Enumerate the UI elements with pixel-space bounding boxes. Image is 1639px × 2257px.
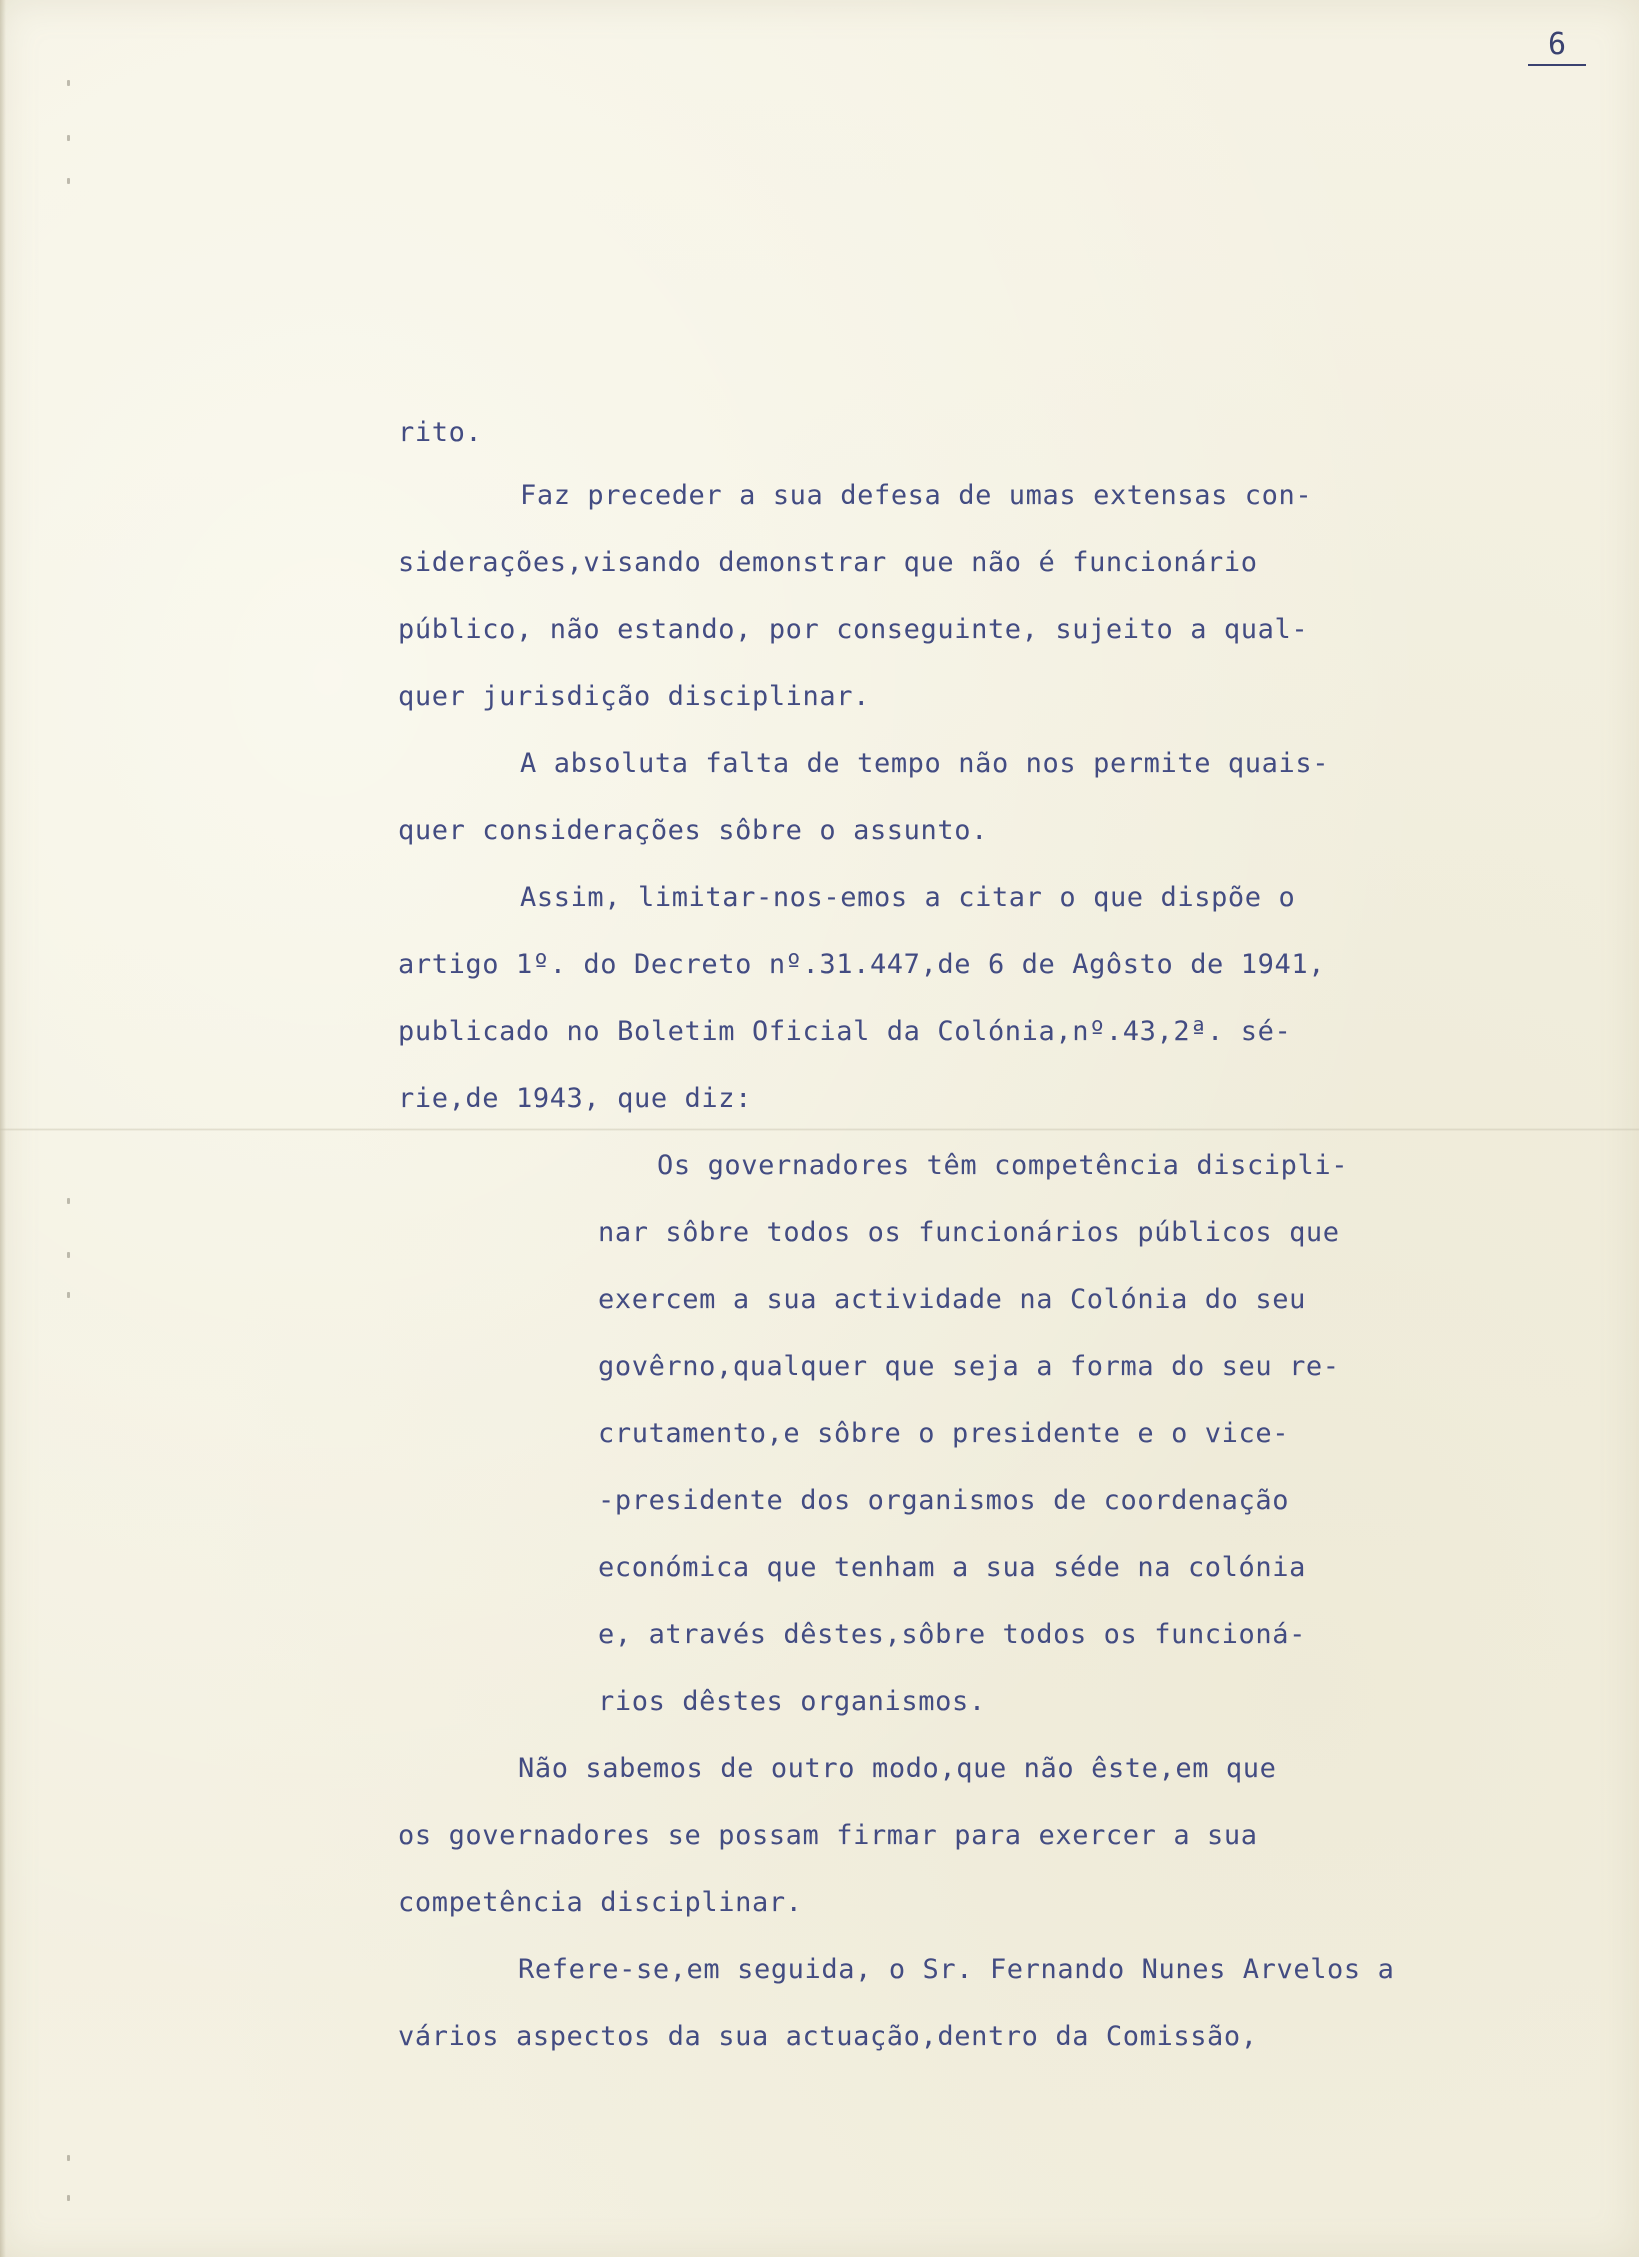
text-line: publicado no Boletim Oficial da Colónia,nº.43,2ª. sé- [398, 1016, 1292, 1047]
quote-line: económica que tenham a sua séde na colónia [598, 1552, 1306, 1583]
text-line: vários aspectos da sua actuação,dentro da Comissão, [398, 2021, 1258, 2052]
quote-line: crutamento,e sôbre o presidente e o vice- [598, 1418, 1290, 1449]
quote-line: rios dêstes organismos. [598, 1686, 986, 1717]
binding-hole-mark [67, 2155, 70, 2161]
text-line: A absoluta falta de tempo não nos permite quais- [520, 748, 1330, 779]
binding-hole-mark [67, 135, 70, 141]
text-line: rie,de 1943, que diz: [398, 1083, 752, 1114]
quote-line: -presidente dos organismos de coordenação [598, 1485, 1290, 1516]
paper-fold-line [0, 1128, 1639, 1131]
page-number: 6 [1528, 28, 1586, 66]
text-line: os governadores se possam firmar para exercer a sua [398, 1820, 1258, 1851]
text-line: Não sabemos de outro modo,que não êste,em que [518, 1753, 1277, 1784]
quote-line: govêrno,qualquer que seja a forma do seu re- [598, 1351, 1340, 1382]
binding-hole-mark [67, 2195, 70, 2201]
text-line: público, não estando, por conseguinte, sujeito a qual- [398, 614, 1309, 645]
quote-line: e, através dêstes,sôbre todos os funcioná- [598, 1619, 1306, 1650]
binding-hole-mark [67, 80, 70, 86]
binding-hole-mark [67, 1252, 70, 1258]
quote-line: exercem a sua actividade na Colónia do seu [598, 1284, 1306, 1315]
binding-hole-mark [67, 178, 70, 184]
quote-line: nar sôbre todos os funcionários públicos que [598, 1217, 1340, 1248]
text-line: siderações,visando demonstrar que não é funcionário [398, 547, 1258, 578]
text-line: artigo 1º. do Decreto nº.31.447,de 6 de Agôsto de 1941, [398, 949, 1326, 980]
text-line: quer jurisdição disciplinar. [398, 681, 870, 712]
binding-hole-mark [67, 1292, 70, 1298]
text-line: Assim, limitar-nos-emos a citar o que dispõe o [520, 882, 1296, 913]
text-line: quer considerações sôbre o assunto. [398, 815, 988, 846]
text-line: Refere-se,em seguida, o Sr. Fernando Nunes Arvelos a [518, 1954, 1395, 1985]
text-line: Faz preceder a sua defesa de umas extensas con- [520, 480, 1313, 511]
quote-line: Os governadores têm competência discipli- [657, 1150, 1349, 1181]
text-line: rito. [398, 417, 483, 448]
binding-hole-mark [67, 1198, 70, 1204]
text-line: competência disciplinar. [398, 1887, 803, 1918]
